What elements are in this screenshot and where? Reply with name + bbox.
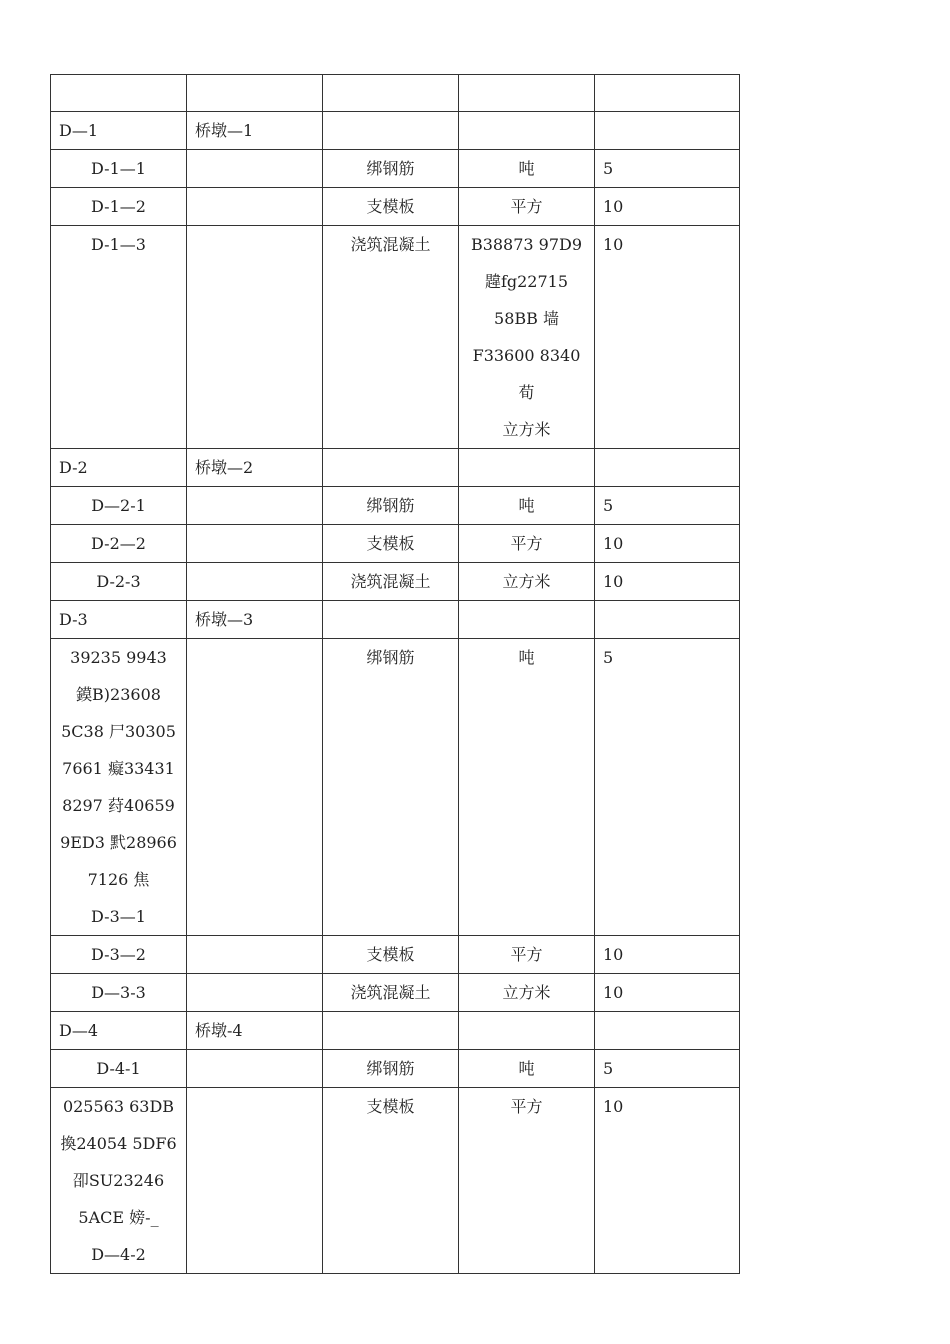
cell-task: 绑钢筋 [323, 1050, 459, 1088]
cell-part [187, 226, 323, 449]
table-row [51, 974, 740, 1012]
cell-qty [595, 112, 740, 150]
cell-task: 支模板 [323, 1088, 459, 1274]
cell-task: 绑钢筋 [323, 639, 459, 936]
cell-unit [459, 112, 595, 150]
cell-part [187, 639, 323, 936]
cell-task: 绑钢筋 [323, 487, 459, 525]
table-row [51, 601, 740, 639]
cell-qty: 10 [595, 188, 740, 226]
cell-unit [459, 75, 595, 112]
cell-unit: 平方 [459, 1088, 595, 1274]
cell-part: 桥墩-4 [187, 1012, 323, 1050]
cell-qty [595, 1012, 740, 1050]
table-row [51, 639, 740, 936]
cell-code: D—2-1 [51, 487, 187, 525]
cell-unit: 平方 [459, 188, 595, 226]
cell-part [187, 75, 323, 112]
cell-unit [459, 601, 595, 639]
cell-code: D-3 [51, 601, 187, 639]
cell-qty: 5 [595, 639, 740, 936]
cell-part: 桥墩—1 [187, 112, 323, 150]
cell-unit: 吨 [459, 1050, 595, 1088]
cell-unit: 平方 [459, 936, 595, 974]
cell-qty: 10 [595, 226, 740, 449]
table-row [51, 1050, 740, 1088]
cell-code: D-2 [51, 449, 187, 487]
cell-code: D-4-1 [51, 1050, 187, 1088]
cell-task: 浇筑混凝土 [323, 563, 459, 601]
cell-qty [595, 601, 740, 639]
cell-code: D-3—2 [51, 936, 187, 974]
cell-part [187, 150, 323, 188]
cell-code: D-1—3 [51, 226, 187, 449]
cell-unit [459, 1012, 595, 1050]
cell-task: 浇筑混凝土 [323, 974, 459, 1012]
cell-code: D—4 [51, 1012, 187, 1050]
cell-task [323, 449, 459, 487]
cell-code: 025563 63DB 換24054 5DF6 卲SU23246 5ACE 嫎-_ D—4-2 [51, 1088, 187, 1274]
table-row [51, 487, 740, 525]
cell-code: D—1 [51, 112, 187, 150]
cell-unit: 吨 [459, 487, 595, 525]
table-row [51, 449, 740, 487]
table-row [51, 188, 740, 226]
table-row [51, 525, 740, 563]
table-row [51, 936, 740, 974]
cell-part [187, 974, 323, 1012]
table-row [51, 150, 740, 188]
cell-qty: 10 [595, 525, 740, 563]
table-row [51, 1088, 740, 1274]
cell-part [187, 525, 323, 563]
table-row [51, 1012, 740, 1050]
cell-task [323, 112, 459, 150]
cell-task [323, 75, 459, 112]
cell-unit: 吨 [459, 150, 595, 188]
cell-unit: 立方米 [459, 563, 595, 601]
cell-task: 绑钢筋 [323, 150, 459, 188]
cell-part: 桥墩—2 [187, 449, 323, 487]
cell-task [323, 1012, 459, 1050]
cell-part [187, 1088, 323, 1274]
cell-code: D-2—2 [51, 525, 187, 563]
cell-unit: B38873 97D9 韙fg22715 58BB 墙 F33600 8340 荀 立方米 [459, 226, 595, 449]
cell-task [323, 601, 459, 639]
quantity-table [50, 74, 740, 1274]
cell-code: 39235 9943 鏌B)23608 5C38 尸30305 7661 癡33431 8297 荮40659 9ED3 黓28966 7126 焦 D-3—1 [51, 639, 187, 936]
cell-qty: 10 [595, 1088, 740, 1274]
cell-qty: 5 [595, 1050, 740, 1088]
cell-code: D—3-3 [51, 974, 187, 1012]
cell-code [51, 75, 187, 112]
cell-qty: 5 [595, 487, 740, 525]
cell-code: D-1—1 [51, 150, 187, 188]
table-row [51, 563, 740, 601]
cell-code: D-2-3 [51, 563, 187, 601]
cell-unit: 吨 [459, 639, 595, 936]
cell-code: D-1—2 [51, 188, 187, 226]
cell-qty [595, 75, 740, 112]
table-row [51, 75, 740, 112]
cell-qty: 10 [595, 563, 740, 601]
cell-part [187, 1050, 323, 1088]
cell-task: 支模板 [323, 936, 459, 974]
cell-task: 支模板 [323, 525, 459, 563]
cell-part: 桥墩—3 [187, 601, 323, 639]
cell-part [187, 188, 323, 226]
table-row [51, 112, 740, 150]
cell-unit: 平方 [459, 525, 595, 563]
cell-qty [595, 449, 740, 487]
cell-part [187, 936, 323, 974]
cell-task: 浇筑混凝土 [323, 226, 459, 449]
cell-part [187, 487, 323, 525]
table-row [51, 226, 740, 449]
cell-part [187, 563, 323, 601]
cell-qty: 10 [595, 974, 740, 1012]
cell-qty: 10 [595, 936, 740, 974]
cell-qty: 5 [595, 150, 740, 188]
cell-unit [459, 449, 595, 487]
cell-unit: 立方米 [459, 974, 595, 1012]
cell-task: 支模板 [323, 188, 459, 226]
